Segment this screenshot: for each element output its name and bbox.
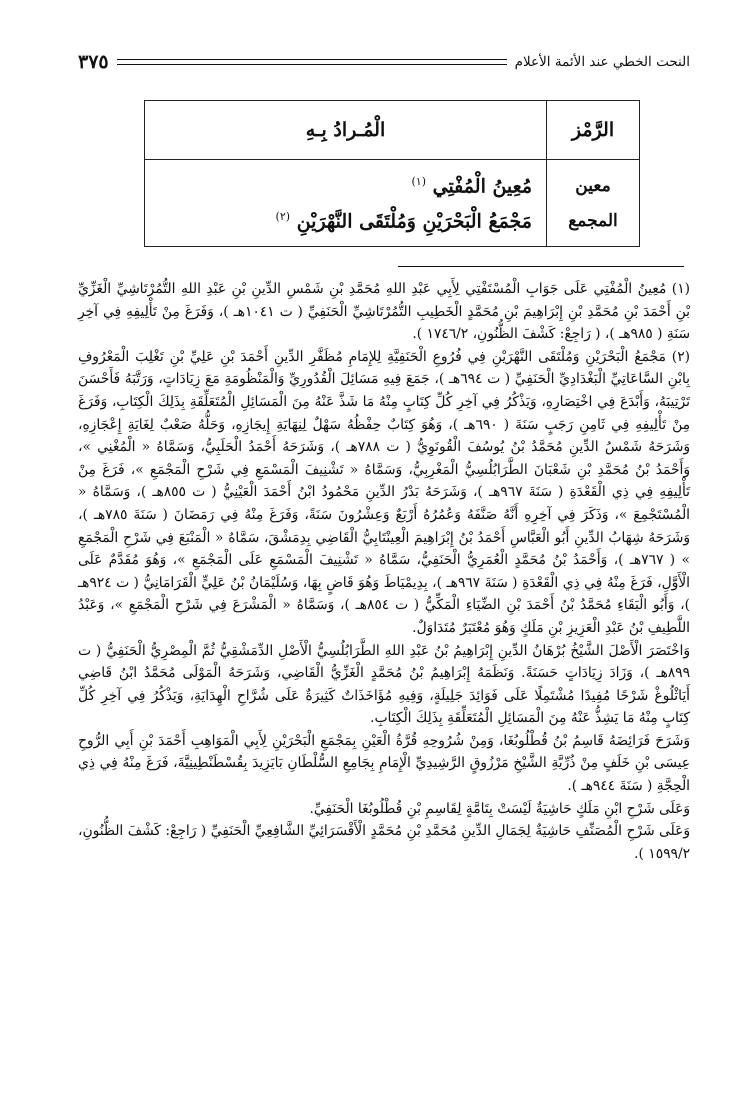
page-number: ٣٧٥ — [78, 51, 109, 73]
page-header — [78, 50, 690, 74]
header-rule — [117, 59, 507, 65]
footnote-separator — [398, 266, 684, 267]
footnote-paragraph: وَعَلَى شَرْحِ الْمُصَنِّفِ حَاشِيَةٌ لِجَمَالِ الدِّينِ مُحَمَّدِ بْنِ مُحَمَّدٍ الْأَقْسَرَائِيِّ الشَّافِعِيِّ الْحَنَفِيِّ ( رَاجِعْ: كَشْفَ الظُّنُونِ، ١٥٩٩/٢ ). — [78, 823, 690, 862]
footnote-paragraph: وَاخْتَصَرَ الْأَصْلَ الشَّيْخُ بُرْهَانُ الدِّينِ إِبْرَاهِيمُ بْنُ عَبْدِ اللهِ الطَّرَابُلُسِيُّ الْأَصْلِ الدِّمَشْقِيُّ ثُمَّ الْمِصْرِيُّ الْحَنَفِيُّ ( ت ٨٩٩هـ )، وَزَادَ زِيَادَاتٍ حَسَنَةً. وَنَظَمَهُ إِبْرَاهِيمُ بْنُ مُحَمَّدٍ الْغَزِّيُّ الْقَاضِي، وَشَرَحَهُ الْمَوْلَى مُحَمَّدُ ابْنُ قَاضِي أَيَاثْلُوغْ شَرْحًا مُفِيدًا مُشْتَمِلًا عَلَى فَوَائِدَ جَلِيلَةٍ، وَفِيهِ مُؤَاخَذَاتٌ كَثِيرَةٌ عَلَى شُرَّاحِ الْهِدَايَةِ، وَيَذْكُرُ فِي آخِرِ كُلِّ كِتَابٍ مِنْهُ مَا يَشِذُّ عَنْهُ مِنَ الْمَسَائِلِ الْمُتَعَلِّقَةِ بِذَلِكَ الْكِتَابِ. — [78, 642, 690, 727]
row-meaning — [145, 160, 547, 204]
footnote-ref[interactable]: (١) — [411, 174, 426, 188]
header-code: الرَّمْز — [547, 101, 640, 160]
footnote-1: (١) مُعِينُ الْمُفْتِي عَلَى جَوَابِ الْمُسْتَفْتِي لِأَبِي عَبْدِ اللهِ مُحَمَّدِ بْنِ شَمْسِ الدِّينِ بْنِ عَبْدِ اللهِ التُّمُرْتَاشِيِّ الْغَزِّيِّ بْنِ أَحْمَدَ بْنِ مُحَمَّدِ بْنِ إِبْرَاهِيمَ بْنِ مُحَمَّدٍ الْخَطِيبِ التُّمُرْتَاشِيِّ الْحَنَفِيِّ ( ت ١٠٤١هـ )، وَفَرَغَ مِنْ تَأْلِيفِهِ فِي آخِرِ سَنَةِ ( ٩٨٥هـ )، ( رَاجِعْ: كَشْفَ الظُّنُونِ، ١٧٤٦/٢ ). — [78, 281, 690, 343]
meaning-text: مُعِينُ الْمُفْتِي — [432, 175, 532, 198]
table-row — [145, 160, 640, 204]
footnote-paragraph: وَعَلَى شَرْحِ ابْنِ مَلَكٍ حَاشِيَةٌ لَيْسَتْ بِتَامَّةٍ لِقَاسِمِ بْنِ قُطْلُوبُغَا الْحَنَفِيِّ. — [309, 800, 690, 817]
header-meaning: الْمُـرادُ بِـهِ — [145, 101, 547, 160]
table-row — [145, 203, 640, 247]
row-code: معين — [547, 160, 640, 204]
footnote-ref[interactable]: (٢) — [275, 209, 291, 223]
symbol-table — [144, 100, 640, 247]
table-header-row — [145, 101, 640, 160]
footnote-2: (٢) مَجْمَعُ الْبَحْرَيْنِ وَمُلْتَقَى النَّهْرَيْنِ فِي فُرُوعِ الْحَنَفِيَّةِ لِلإِمَامِ مُظَفَّرِ الدِّينِ أَحْمَدَ بْنِ عَلِيِّ بْنِ تَغْلِبَ الْمَعْرُوفِ بِابْنِ السَّاعَاتِيِّ الْبَغْدَادِيِّ الْحَنَفِيِّ ( ت ٦٩٤هـ )، جَمَعَ فِيهِ مَسَائِلَ الْقُدُورِيِّ وَالْمَنْظُومَةِ مَعَ زِيَادَاتٍ، وَرَتَّبَهُ فَأَحْسَنَ تَرْتِيبَهُ، وَأَبْدَعَ فِي اخْتِصَارِهِ، وَيَذْكُرُ فِي آخِرِ كُلِّ كِتَابٍ مِنْهُ مَا شَذَّ عَنْهُ مِنَ الْمَسَائِلِ الْمُتَعَلِّقَةِ بِذَلِكَ الْكِتَابِ، وَفَرَغَ مِنْ تَأْلِيفِهِ فِي ثَامِنِ رَجَبٍ سَنَةَ ( ٦٩٠هـ )، وَهُوَ كِتَابٌ حِفْظُهُ سَهْلٌ لِنِهَايَةِ إِيجَازِهِ، وَحَلُّهُ صَعْبٌ لِغَايَةِ إِعْجَازِهِ، وَشَرَحَهُ شَمْسُ الدِّينِ مُحَمَّدُ بْنُ يُوسُفَ الْقُونَوِيُّ ( ت ٧٨٨هـ )، وَشَرَحَهُ أَحْمَدُ الْحَلَبِيُّ، وَسَمَّاهُ « الْمُغْنِي »، وَأَحْمَدُ بْنُ مُحَمَّدِ بْنِ شَعْبَانَ الطَّرَابُلُسِيُّ الْمَغْرِبِيُّ، وَسَمَّاهُ « تَشْنِيفَ الْمَسْمَعِ فِي شَرْحِ الْمَجْمَعِ »، فَرَغَ مِنْ تَأْلِيفِهِ فِي ذِي الْقَعْدَةِ ( سَنَةَ ٩٦٧هـ )، وَشَرَحَهُ بَدْرُ الدِّينِ مَحْمُودُ ابْنُ أَحْمَدَ الْعَيْنِيُّ ( ت ٨٥٥هـ )، وَسَمَّاهُ « الْمُسْتَجْمِعَ »، وَذَكَرَ فِي آخِرِهِ أَنَّهُ صَنَّفَهُ وَعُمُرُهُ أَرْبَعٌ وَعِشْرُونَ سَنَةً، وَفَرَغَ مِنْهُ فِي رَمَضَانَ ( سَنَةَ ٧٨٥هـ )، وَشَرَحَهُ شِهَابُ الدِّينِ أَبُو الْعَبَّاسِ أَحْمَدُ بْنُ إِبْرَاهِيمَ الْعِينْتَابِيُّ الْقَاضِي بِدِمَشْقَ، سَمَّاهُ « الْمَنْبَعَ فِي شَرْحِ الْمَجْمَعِ » ( ٧٦٧هـ )، وَأَحْمَدُ بْنُ مُحَمَّدٍ الْعُمَرِيُّ الْحَنَفِيُّ، سَمَّاهُ « تَشْنِيفَ الْمَسْمَعِ عَلَى الْمَجْمَعِ »، وَهُوَ مُقَدَّمٌ عَلَى الْأَوَّلِ، فَرَغَ مِنْهُ فِي ذِي الْقَعْدَةِ ( سَنَةَ ٩٦٧هـ )، بِدِيمْيَاطَ وَهُوَ قَاضٍ بِهَا، وَسُلَيْمَانُ بْنُ عَلِيٍّ الْقَرَامَانِيُّ ( ت ٩٢٤هـ )، وَأَبُو الْبَقَاءِ مُحَمَّدُ بْنُ أَحْمَدَ بْنِ الضِّيَاءِ الْمَكِّيُّ ( ت ٨٥٤هـ )، وَسَمَّاهُ « الْمَشْرَعَ فِي شَرْحِ الْمَجْمَعِ »، وَعَبْدُ اللَّطِيفِ بْنُ عَبْدِ الْعَزِيزِ بْنِ مَلَكٍ وَهُوَ مُعْتَبَرٌ مُتَدَاوَلٌ. — [78, 348, 690, 636]
meaning-text: مَجْمَعُ الْبَحْرَيْنِ وَمُلْتَقَى النَّهْرَيْنِ — [296, 210, 532, 233]
row-code: المجمع — [547, 203, 640, 247]
footnotes — [78, 278, 690, 865]
running-title: النحت الخطي عند الأئمة الأعلام — [514, 54, 690, 70]
row-meaning — [145, 203, 547, 247]
footnote-paragraph: وَشَرَحَ فَرَائِضَهُ قَاسِمُ بْنُ قُطْلُوبُغَا، وَمِنْ شُرُوحِهِ قُرَّةُ الْعَيْنِ بِمَجْمَعِ الْبَحْرَيْنِ لِأَبِي الْمَوَاهِبِ أَحْمَدَ بْنِ أَبِي الرُّوحِ عِيسَى بْنِ خَلَفٍ مِنْ ذُرِّيَّةِ الشَّيْخِ مَرْزُوقٍ الرَّشِيدِيِّ الْإِمَامِ بِجَامِعِ السُّلْطَانِ بَايَزِيدَ بِقُسْطَنْطِينِيَّةَ، فَرَغَ مِنْهُ فِي ذِي الْحِجَّةِ ( سَنَةَ ٩٤٤هـ ). — [78, 732, 690, 795]
